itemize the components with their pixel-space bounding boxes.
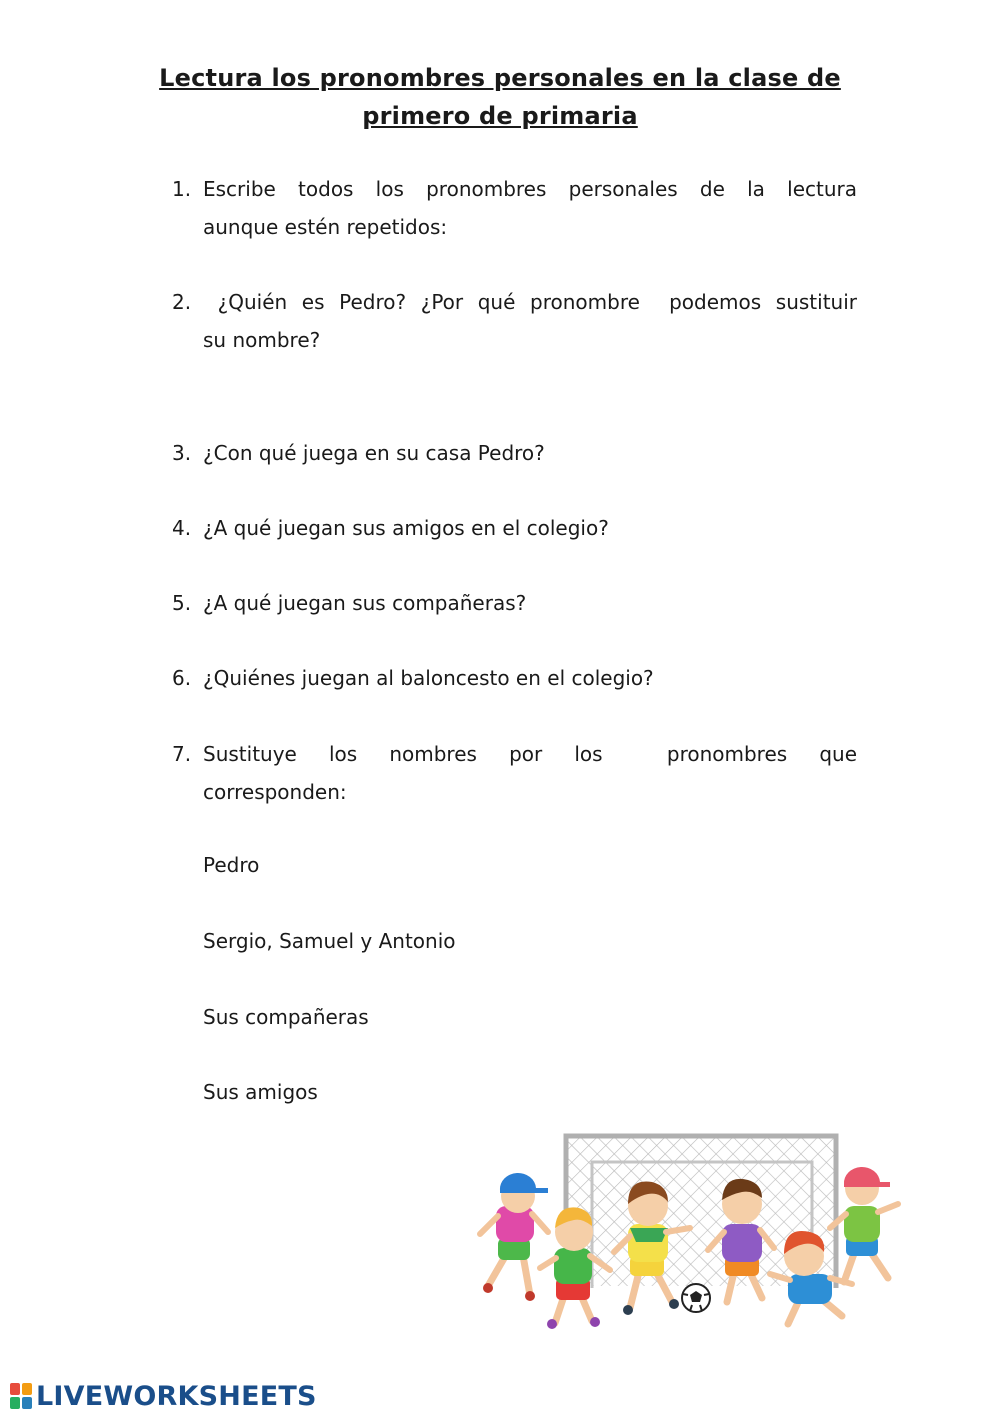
- name-item: Sus amigos: [203, 1080, 318, 1104]
- question-6: [172, 659, 857, 697]
- question-5: [172, 584, 857, 622]
- page-title-line-1: Lectura los pronombres personales en la clase de: [159, 64, 841, 92]
- footer-logo: [10, 1378, 317, 1414]
- page-title-line-2: primero de primaria: [362, 102, 638, 130]
- question-4: [172, 509, 857, 547]
- question-1: [172, 170, 857, 246]
- liveworksheets-logo-icon: [10, 1383, 32, 1409]
- question-text-line-1: ¿Quién es Pedro? ¿Por qué pronombre podemos sustituir: [203, 290, 857, 314]
- kids-soccer-illustration: [470, 1128, 920, 1340]
- question-text-line-2: aunque estén repetidos:: [203, 215, 448, 239]
- question-7: [172, 735, 857, 811]
- question-text: ¿Con qué juega en su casa Pedro?: [203, 441, 545, 465]
- question-number: 1.: [172, 177, 192, 201]
- question-text-line-2: corresponden:: [203, 780, 347, 804]
- question-text: ¿A qué juegan sus amigos en el colegio?: [203, 516, 609, 540]
- question-number: 4.: [172, 516, 192, 540]
- name-item: Pedro: [203, 853, 260, 877]
- question-text-line-2: su nombre?: [203, 328, 321, 352]
- kid-blue-cap: [480, 1173, 548, 1301]
- question-text: ¿Quiénes juegan al baloncesto en el colegio?: [203, 666, 654, 690]
- kid-pink-cap: [830, 1167, 898, 1282]
- question-number: 7.: [172, 742, 192, 766]
- name-item: Sergio, Samuel y Antonio: [203, 929, 456, 953]
- question-number: 2.: [172, 290, 192, 314]
- soccer-ball: [682, 1284, 710, 1312]
- question-number: 5.: [172, 591, 192, 615]
- question-2: [172, 283, 857, 359]
- name-item: Sus compañeras: [203, 1005, 369, 1029]
- question-number: 6.: [172, 666, 192, 690]
- question-text-line-1: Escribe todos los pronombres personales de la lectura: [203, 177, 857, 201]
- question-number: 3.: [172, 441, 192, 465]
- brand-name: LIVEWORKSHEETS: [36, 1380, 317, 1412]
- question-3: [172, 434, 857, 472]
- question-text-line-1: Sustituye los nombres por los pronombres que: [203, 742, 857, 766]
- question-text: ¿A qué juegan sus compañeras?: [203, 591, 527, 615]
